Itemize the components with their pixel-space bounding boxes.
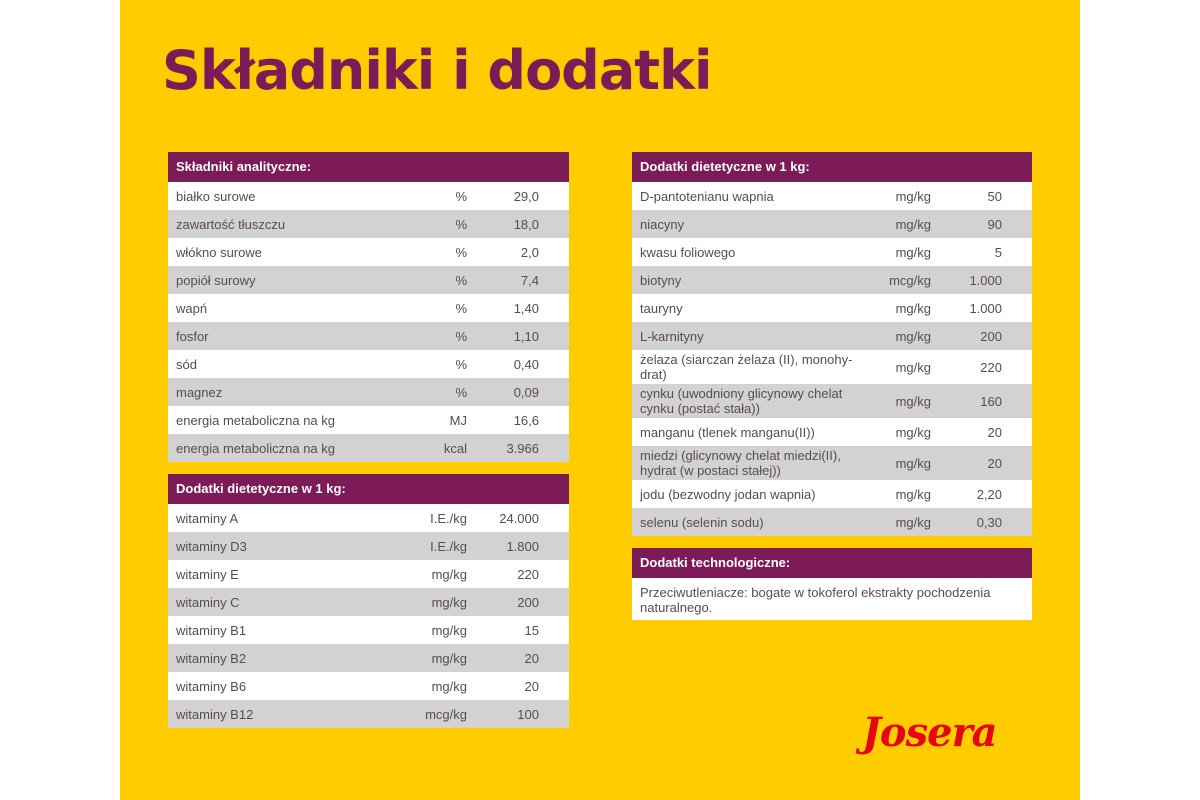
row-value: 0,30 — [976, 514, 1002, 530]
row-unit: mg/kg — [895, 188, 931, 204]
table-row — [168, 406, 569, 434]
row-unit: % — [455, 328, 467, 344]
row-value: 50 — [987, 188, 1002, 204]
table-row — [632, 322, 1032, 350]
row-name: jodu (bezwodny jodan wapnia) — [640, 486, 816, 502]
row-unit: mg/kg — [895, 359, 931, 375]
table-row — [168, 238, 569, 266]
row-name: witaminy B2 — [176, 650, 247, 666]
table-row — [168, 532, 569, 560]
row-name: białko surowe — [176, 188, 256, 204]
table-row — [168, 560, 569, 588]
row-name: fosfor — [176, 328, 209, 344]
row-name: witaminy B1 — [176, 622, 247, 638]
row-unit: mg/kg — [895, 328, 931, 344]
table-row — [168, 210, 569, 238]
table-row — [168, 644, 569, 672]
row-value: 15 — [524, 622, 539, 638]
table-row — [632, 384, 1032, 418]
table-row — [168, 266, 569, 294]
row-unit: mg/kg — [895, 455, 931, 471]
row-value: 18,0 — [513, 216, 539, 232]
table-row — [168, 350, 569, 378]
row-name: niacyny — [640, 216, 685, 232]
table-row — [632, 480, 1032, 508]
table-row — [632, 508, 1032, 536]
row-name: witaminy B12 — [176, 706, 254, 722]
table-row — [168, 616, 569, 644]
row-value: 200 — [980, 328, 1002, 344]
row-unit: mg/kg — [895, 300, 931, 316]
row-value: 24.000 — [499, 510, 539, 526]
table-body — [168, 182, 569, 462]
row-value: 20 — [524, 650, 539, 666]
row-name: żelaza (siarczan żelaza (II), monohy-drat) — [640, 352, 853, 382]
row-unit: I.E./kg — [430, 510, 467, 526]
row-unit: % — [455, 216, 467, 232]
table-row — [168, 322, 569, 350]
row-name: manganu (tlenek manganu(II)) — [640, 424, 815, 440]
row-value: 20 — [987, 424, 1002, 440]
row-name: miedzi (glicynowy chelat miedzi(II), hydrat (w postaci stałej)) — [640, 448, 841, 478]
row-value: 3.966 — [506, 440, 539, 456]
table-row — [168, 504, 569, 532]
row-unit: mg/kg — [895, 514, 931, 530]
row-unit: mg/kg — [895, 244, 931, 260]
table-row — [632, 182, 1032, 210]
row-unit: mcg/kg — [889, 272, 931, 288]
row-value: 2,0 — [520, 244, 539, 260]
row-value: 16,6 — [513, 412, 539, 428]
technological-table — [632, 548, 1032, 620]
row-name: L-karnityny — [640, 328, 704, 344]
table-header: Dodatki technologiczne: — [632, 548, 1032, 578]
table-row — [168, 700, 569, 728]
row-value: 5 — [994, 244, 1002, 260]
row-name: energia metaboliczna na kg — [176, 440, 335, 456]
table-header: Składniki analityczne: — [168, 152, 569, 182]
row-unit: mg/kg — [895, 216, 931, 232]
row-unit: mg/kg — [431, 566, 467, 582]
table-row — [632, 446, 1032, 480]
row-value: 220 — [980, 359, 1002, 375]
row-value: 20 — [524, 678, 539, 694]
row-unit: mg/kg — [895, 424, 931, 440]
row-value: 7,4 — [520, 272, 539, 288]
row-name: wapń — [176, 300, 208, 316]
row-value: 160 — [980, 393, 1002, 409]
table-row — [632, 294, 1032, 322]
row-name: D-pantotenianu wapnia — [640, 188, 774, 204]
row-unit: kcal — [443, 440, 467, 456]
vitamins-table — [168, 474, 569, 728]
table-body — [632, 182, 1032, 536]
row-name: sód — [176, 356, 197, 372]
row-unit: % — [455, 384, 467, 400]
row-value: 220 — [517, 566, 539, 582]
table-row — [168, 182, 569, 210]
page-title: Składniki i dodatki — [162, 39, 712, 102]
row-name: cynku (uwodniony glicynowy chelat cynku (postać stała)) — [640, 386, 843, 416]
row-value: 1,40 — [513, 300, 539, 316]
row-value: 0,09 — [513, 384, 539, 400]
row-name: magnez — [176, 384, 223, 400]
row-name: tauryny — [640, 300, 683, 316]
josera-logo: Josera — [862, 709, 997, 756]
table-row — [168, 672, 569, 700]
row-unit: mg/kg — [431, 650, 467, 666]
row-name: witaminy D3 — [176, 538, 247, 554]
row-value: 29,0 — [513, 188, 539, 204]
analytical-table — [168, 152, 569, 462]
row-unit: MJ — [449, 412, 467, 428]
table-row — [632, 210, 1032, 238]
row-unit: % — [455, 188, 467, 204]
row-unit: mg/kg — [895, 486, 931, 502]
table-row — [632, 350, 1032, 384]
row-unit: I.E./kg — [430, 538, 467, 554]
row-unit: mg/kg — [431, 622, 467, 638]
additives-table — [632, 152, 1032, 536]
row-unit: % — [455, 244, 467, 260]
row-unit: mg/kg — [431, 594, 467, 610]
row-value: 1,10 — [513, 328, 539, 344]
table-header: Dodatki dietetyczne w 1 kg: — [168, 474, 569, 504]
row-value: 1.800 — [506, 538, 539, 554]
row-value: 20 — [987, 455, 1002, 471]
row-name: popiół surowy — [176, 272, 256, 288]
row-unit: % — [455, 272, 467, 288]
row-name: kwasu foliowego — [640, 244, 736, 260]
row-value: 1.000 — [969, 300, 1002, 316]
table-row — [168, 434, 569, 462]
row-name: włókno surowe — [176, 244, 262, 260]
table-row — [632, 238, 1032, 266]
row-name: energia metaboliczna na kg — [176, 412, 335, 428]
table-row — [168, 378, 569, 406]
row-unit: % — [455, 356, 467, 372]
table-body — [168, 504, 569, 728]
table-row — [632, 418, 1032, 446]
row-name: witaminy A — [176, 510, 239, 526]
row-name: biotyny — [640, 272, 682, 288]
row-unit: mg/kg — [431, 678, 467, 694]
table-header: Dodatki dietetyczne w 1 kg: — [632, 152, 1032, 182]
row-value: 200 — [517, 594, 539, 610]
row-value: 0,40 — [513, 356, 539, 372]
row-name: zawartość tłuszczu — [176, 216, 286, 232]
row-name: witaminy C — [176, 594, 240, 610]
row-name: witaminy B6 — [176, 678, 247, 694]
table-row — [632, 266, 1032, 294]
row-value: 1.000 — [969, 272, 1002, 288]
row-value: 2,20 — [976, 486, 1002, 502]
table-row — [168, 294, 569, 322]
row-value: 90 — [987, 216, 1002, 232]
row-unit: mg/kg — [895, 393, 931, 409]
row-name: selenu (selenin sodu) — [640, 514, 764, 530]
row-unit: mcg/kg — [425, 706, 467, 722]
row-value: 100 — [517, 706, 539, 722]
row-unit: % — [455, 300, 467, 316]
technological-text: Przeciwutleniacze: bogate w tokoferol ekstrakty pochodzenia naturalnego. — [632, 578, 1032, 620]
table-row — [168, 588, 569, 616]
row-name: witaminy E — [176, 566, 239, 582]
